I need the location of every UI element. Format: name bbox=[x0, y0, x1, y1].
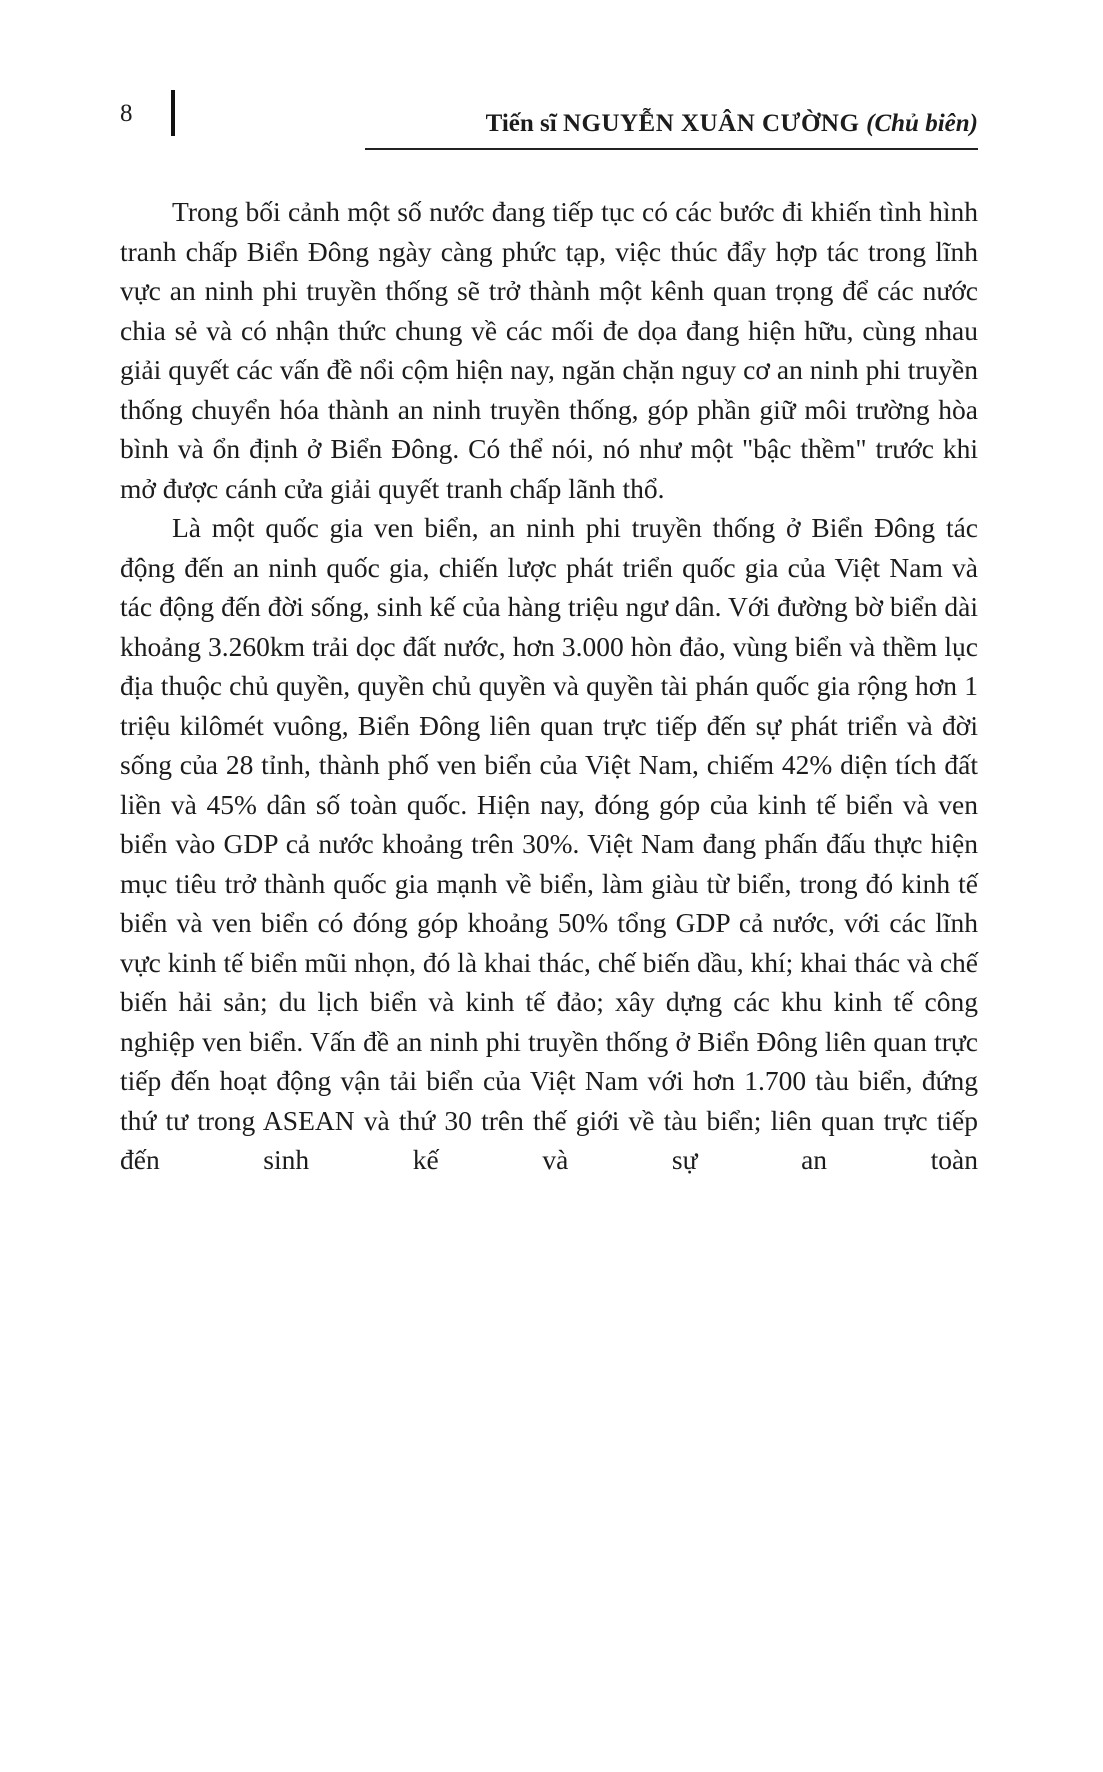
page-body bbox=[120, 192, 978, 1180]
running-header bbox=[120, 90, 978, 150]
author-role: (Chủ biên) bbox=[866, 110, 978, 137]
page-number: 8 bbox=[120, 99, 133, 127]
header-vertical-rule bbox=[171, 90, 175, 136]
author-name: NGUYỄN XUÂN CƯỜNG bbox=[562, 110, 867, 137]
paragraph-2: Là một quốc gia ven biển, an ninh phi truyền thống ở Biển Đông tác động đến an ninh quốc gia, chiến lược phát triển quốc gia của Việt Nam và tác động đến đời sống, sinh kế của hàng triệu ngư dân. Với đường bờ biển dài khoảng 3.260km trải dọc đất nước, hơn 3.000 hòn đảo, vùng biển và thềm lục địa thuộc chủ quyền, quyền chủ quyền và quyền tài phán quốc gia rộng hơn 1 triệu kilômét vuông, Biển Đông liên quan trực tiếp đến sự phát triển và đời sống của 28 tỉnh, thành phố ven biển của Việt Nam, chiếm 42% diện tích đất liền và 45% dân số toàn quốc. Hiện nay, đóng góp của kinh tế biển và ven biển vào GDP cả nước khoảng trên 30%. Việt Nam đang phấn đấu thực hiện mục tiêu trở thành quốc gia mạnh về biển, làm giàu từ biển, trong đó kinh tế biển và ven biển có đóng góp khoảng 50% tổng GDP cả nước, với các lĩnh vực kinh tế biển mũi nhọn, đó là khai thác, chế biến dầu, khí; khai thác và chế biến hải sản; du lịch biển và kinh tế đảo; xây dựng các khu kinh tế công nghiệp ven biển. Vấn đề an ninh phi truyền thống ở Biển Đông liên quan trực tiếp đến hoạt động vận tải biển của Việt Nam với hơn 1.700 tàu biển, đứng thứ tư trong ASEAN và thứ 30 trên thế giới về tàu biển; liên quan trực tiếp đến sinh kế và sự an toàn bbox=[120, 512, 978, 1175]
author-title-prefix: Tiến sĩ bbox=[485, 110, 563, 137]
page-number-block bbox=[120, 90, 175, 150]
running-head-title bbox=[365, 110, 979, 150]
paragraph-1: Trong bối cảnh một số nước đang tiếp tục có các bước đi khiến tình hình tranh chấp Biển Đông ngày càng phức tạp, việc thúc đẩy hợp tác trong lĩnh vực an ninh phi truyền thống sẽ trở thành một kênh quan trọng để các nước chia sẻ và có nhận thức chung về các mối đe dọa đang hiện hữu, cùng nhau giải quyết các vấn đề nổi cộm hiện nay, ngăn chặn nguy cơ an ninh phi truyền thống chuyển hóa thành an ninh truyền thống, góp phần giữ môi trường hòa bình và ổn định ở Biển Đông. Có thể nói, nó như một "bậc thềm" trước khi mở được cánh cửa giải quyết tranh chấp lãnh thổ. bbox=[120, 196, 978, 504]
